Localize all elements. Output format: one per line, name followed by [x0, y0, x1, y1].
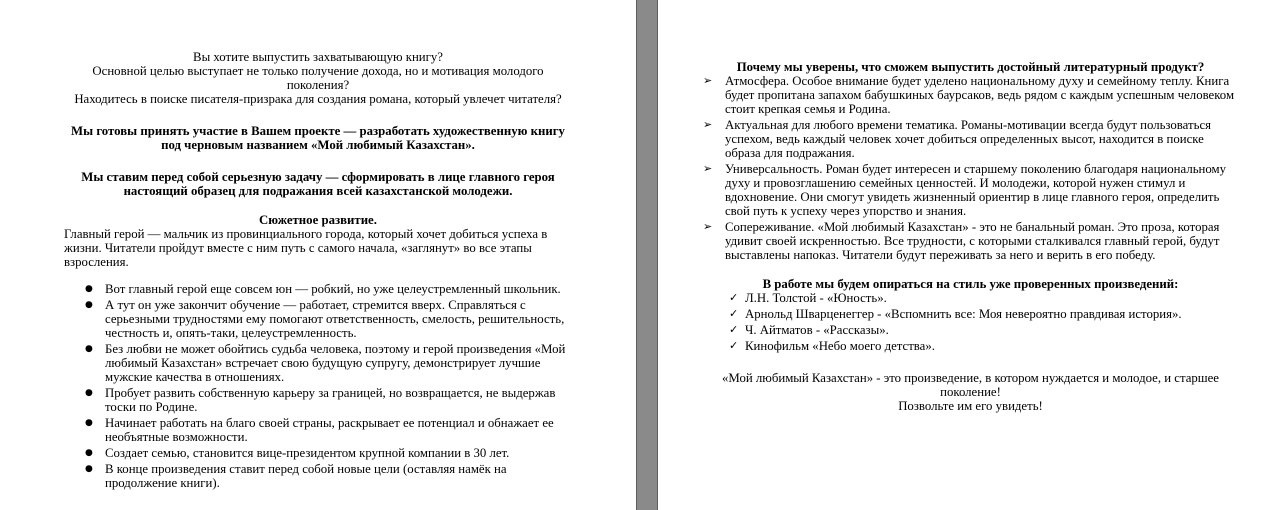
list-item-text: Универсальность. Роман будет интересен и старшему поколению благодаря национальному духу и провозглашению семейных ценностей. И молодежи, которой нужен стимул и вдохновение. Они смогут увидеть жизненный ориентир в лице главного героя, определить свой путь к успеху через упорство и знания.: [725, 162, 1227, 218]
arrow-bullet-icon: ➢: [703, 220, 713, 233]
list-item-text: А тут он уже закончит обучение — работает, стремится вверх. Справляться с серьезными трудностями ему помогают ответственность, смелость, решительность, честность и, опять-таки, целеустремленность.: [105, 298, 565, 340]
intro-question-1: Вы хотите выпустить захватывающую книгу?: [193, 50, 443, 64]
list-item-text: Кинофильм «Небо моего детства».: [745, 339, 935, 353]
list-item-text: Без любви не может обойтись судьба человека, поэтому и герой произведения «Мой любимый Казахстан» встречает свою будущую супругу, демонстрирует лучшие мужские качества в отношениях.: [105, 342, 566, 384]
list-item: [85, 446, 572, 460]
arrow-bullet-icon: ➢: [703, 162, 713, 175]
intro-questions: [64, 50, 572, 106]
plot-intro-paragraph: Главный герой — мальчик из провинциального города, который хочет добиться успеха в жизни. Читатели пройдут вместе с ним путь с самого начала, «заглянут» во все этапы взросления.: [64, 227, 548, 269]
disc-bullet-icon: ●: [85, 284, 93, 294]
disc-bullet-icon: ●: [85, 418, 93, 428]
list-item-text: Начинает работать на благо своей страны, раскрывает ее потенциал и обнажает ее необъятные возможности.: [105, 416, 554, 444]
list-item: [703, 74, 1238, 116]
intro-question-2: Основной целью выступает не только получение дохода, но и мотивация молодого поколения?: [92, 64, 544, 92]
document-page-right[interactable]: [657, 0, 1272, 510]
page-gap: [637, 0, 657, 510]
list-item: [729, 323, 1238, 337]
list-item-text: Сопереживание. «Мой любимый Казахстан» - это не банальный роман. Это проза, которая удивит своей искренностью. Все трудности, с которыми сталкивался главный герой, будут выставлены напоказ. Читатели будут переживать за него и верить в его победу.: [725, 220, 1220, 262]
disc-bullet-icon: ●: [85, 448, 93, 458]
list-item-text: В конце произведения ставит перед собой новые цели (оставляя намёк на продолжение книги).: [105, 462, 507, 490]
list-item: [729, 339, 1238, 353]
list-item: [729, 307, 1238, 321]
arrow-bullet-icon: ➢: [703, 118, 713, 131]
plot-section-title: Сюжетное развитие.: [259, 213, 377, 227]
style-heading: В работе мы будем опираться на стиль уже проверенных произведений:: [762, 277, 1179, 291]
page-left-content: [0, 0, 636, 490]
why-heading: Почему мы уверены, что сможем выпустить достойный литературный продукт?: [736, 60, 1205, 74]
disc-bullet-icon: ●: [85, 388, 93, 398]
check-bullet-icon: ✓: [729, 339, 739, 352]
list-item: [85, 462, 572, 490]
list-item: [703, 220, 1238, 262]
check-bullet-icon: ✓: [729, 291, 739, 304]
list-item-text: Актуальная для любого времени тематика. Романы-мотивации всегда будут пользоваться успехом, ведь каждый человек хочет добиться определенных высот, находится в поиске образа для подражания.: [725, 118, 1212, 160]
list-item: [85, 342, 572, 384]
list-item-text: Пробует развить собственную карьеру за границей, но возвращается, не выдержав тоски по Родине.: [105, 386, 556, 414]
list-item: [85, 416, 572, 444]
disc-bullet-icon: ●: [85, 464, 93, 474]
list-item: [729, 291, 1238, 305]
arrow-bullet-icon: ➢: [703, 74, 713, 87]
check-bullet-icon: ✓: [729, 323, 739, 336]
disc-bullet-icon: ●: [85, 344, 93, 354]
list-item-text: Вот главный герой еще совсем юн — робкий, но уже целеустремленный школьник.: [105, 282, 561, 296]
list-item: [85, 298, 572, 340]
style-reference-list: [729, 291, 1238, 353]
list-item-text: Ч. Айтматов - «Рассказы».: [745, 323, 889, 337]
list-item: [85, 386, 572, 414]
list-item: [85, 282, 572, 296]
plot-bullet-list: [85, 282, 572, 490]
disc-bullet-icon: ●: [85, 300, 93, 310]
list-item: [703, 118, 1238, 160]
closing-statement: «Мой любимый Казахстан» - это произведение, в котором нуждается и молодое, и старшее поколение!: [721, 371, 1219, 399]
intro-question-3: Находитесь в поиске писателя-призрака для создания романа, который увлечет читателя?: [74, 92, 562, 106]
closing-call-to-action: Позвольте им его увидеть!: [898, 399, 1043, 413]
goal-paragraph: Мы ставим перед собой серьезную задачу — сформировать в лице главного героя настоящий образец для подражания всей казахстанской молодежи.: [81, 170, 555, 198]
list-item-text: Арнольд Шварценеггер - «Вспомнить все: Моя невероятно правдивая история».: [745, 307, 1182, 321]
list-item-text: Л.Н. Толстой - «Юность».: [745, 291, 887, 305]
list-item-text: Создает семью, становится вице-президентом крупной компании в 30 лет.: [105, 446, 510, 460]
page-right-content: [658, 0, 1272, 413]
pitch-paragraph: Мы готовы принять участие в Вашем проекте — разработать художественную книгу под черновым названием «Мой любимый Казахстан».: [71, 124, 565, 152]
check-bullet-icon: ✓: [729, 307, 739, 320]
list-item: [703, 162, 1238, 218]
reasons-list: [703, 74, 1238, 262]
list-item-text: Атмосфера. Особое внимание будет уделено национальному духу и семейному теплу. Книга будет пропитана запахом бабушкиных баурсаков, ведь рядом с каждым успешным человеком стоит крепкая семья и Родина.: [725, 74, 1235, 116]
